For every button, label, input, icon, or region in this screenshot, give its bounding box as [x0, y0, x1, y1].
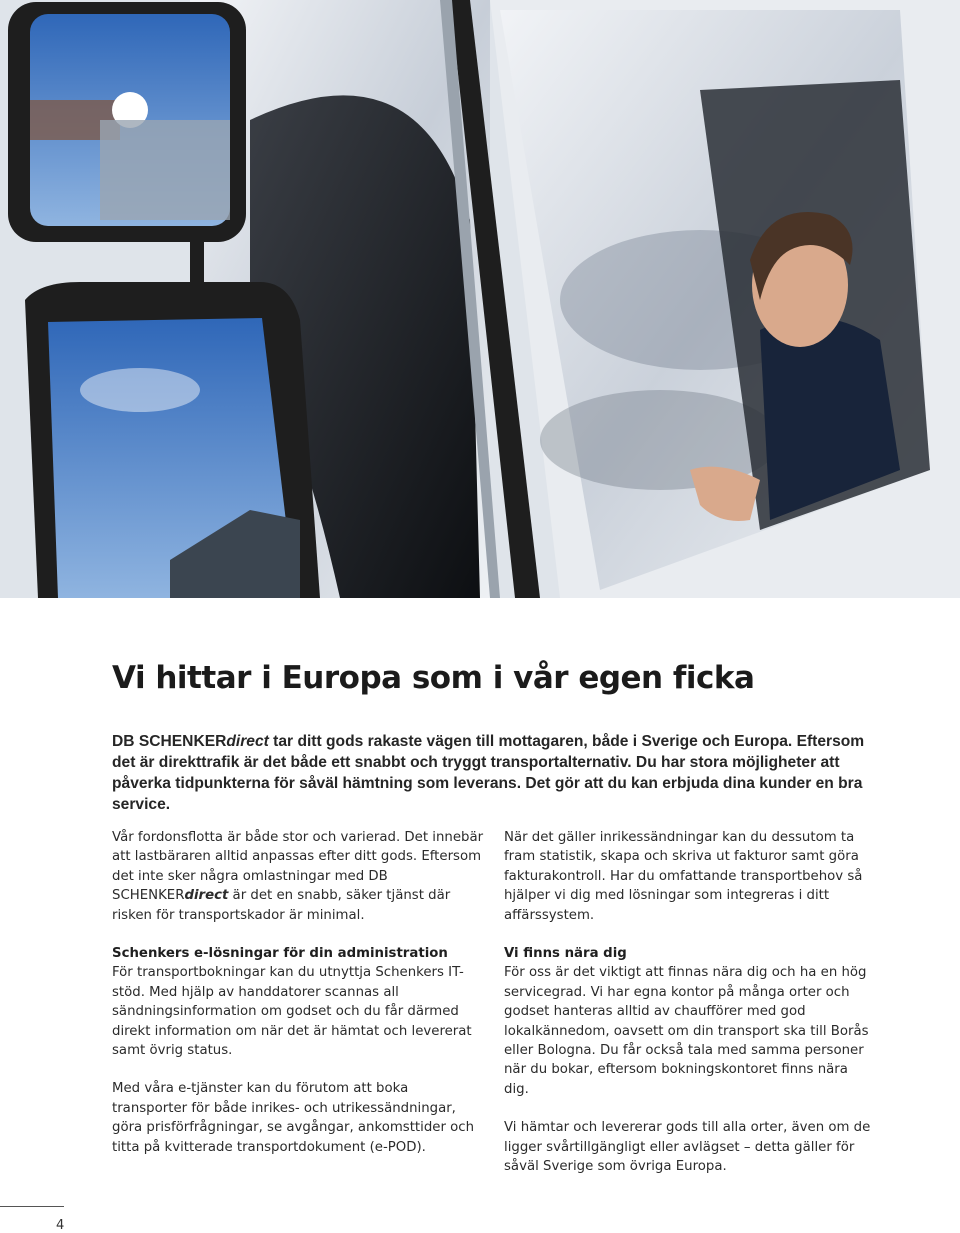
- fleet-text-b: är det en snabb, säker tjänst där risken för transportskador är minimal.: [112, 888, 451, 923]
- fleet-brand-suffix: direct: [184, 888, 229, 904]
- near-you-heading: Vi finns nära dig: [504, 946, 627, 962]
- lead-paragraph: [112, 731, 872, 815]
- delivery-paragraph: Vi hämtar och levererar gods till alla orter, även om de ligger svårtillgängligt eller avlägset – detta gäller för såväl Sverige som övriga Europa.: [504, 1120, 871, 1175]
- e-solutions-paragraph: För transportbokningar kan du utnyttja Schenkers IT-stöd. Med hjälp av handdatorer scannas all sändningsinformation om godset och du får därmed direkt information om när det är hämtat och levererat samt övrig status.: [112, 965, 472, 1059]
- fleet-text-a: Vår fordonsflotta är både stor och varierad. Det innebär att lastbäraren alltid anpassas efter ditt gods. Eftersom det inte sker några omlastningar med DB SCHENKER: [112, 830, 484, 904]
- hero-photo-illustration: [0, 0, 960, 598]
- left-column: [112, 828, 484, 1176]
- e-solutions-heading: Schenkers e-lösningar för din administration: [112, 946, 448, 962]
- page-number: 4: [56, 1218, 65, 1233]
- footer-rule: [0, 1206, 64, 1207]
- lead-text: tar ditt gods rakaste vägen till mottagaren, både i Sverige och Europa. Eftersom det är direkttrafik är det både ett snabbt och tryggt transportalternativ. Du har stora möjligheter att påverka tidpunkterna för såväl hämtning som leverans. Det gör att du kan erbjuda dina kunder en bra service.: [112, 733, 865, 813]
- hero-photo: [0, 0, 960, 598]
- e-services-paragraph: Med våra e-tjänster kan du förutom att boka transporter för både inrikes- och utrikessändningar, göra prisförfrågningar, se avgångar, ankomsttider och titta på kvitterade transportdokument (e-POD).: [112, 1081, 475, 1155]
- page-title: Vi hittar i Europa som i vår egen ficka: [112, 660, 755, 696]
- lead-brand-suffix: direct: [226, 733, 269, 750]
- near-you-paragraph: För oss är det viktigt att finnas nära dig och ha en hög servicegrad. Vi har egna kontor på många orter och godset hanteras alltid av chaufförer med god lokalkännedom, oavsett om din transport ska till Borås eller Bologna. Du får också tala med samma personer när du bokar, eftersom bokningskontoret finns nära dig.: [504, 965, 869, 1097]
- statistics-paragraph: När det gäller inrikessändningar kan du dessutom ta fram statistik, skapa och skriva ut fakturor samt göra fakturakontroll. Har du omfattande transportbehov så hjälper vi dig med lösningar som integreras i ditt affärssystem.: [504, 830, 863, 923]
- lead-brand: DB SCHENKER: [112, 733, 227, 750]
- fleet-paragraph: [112, 828, 484, 925]
- right-column: [504, 828, 876, 1196]
